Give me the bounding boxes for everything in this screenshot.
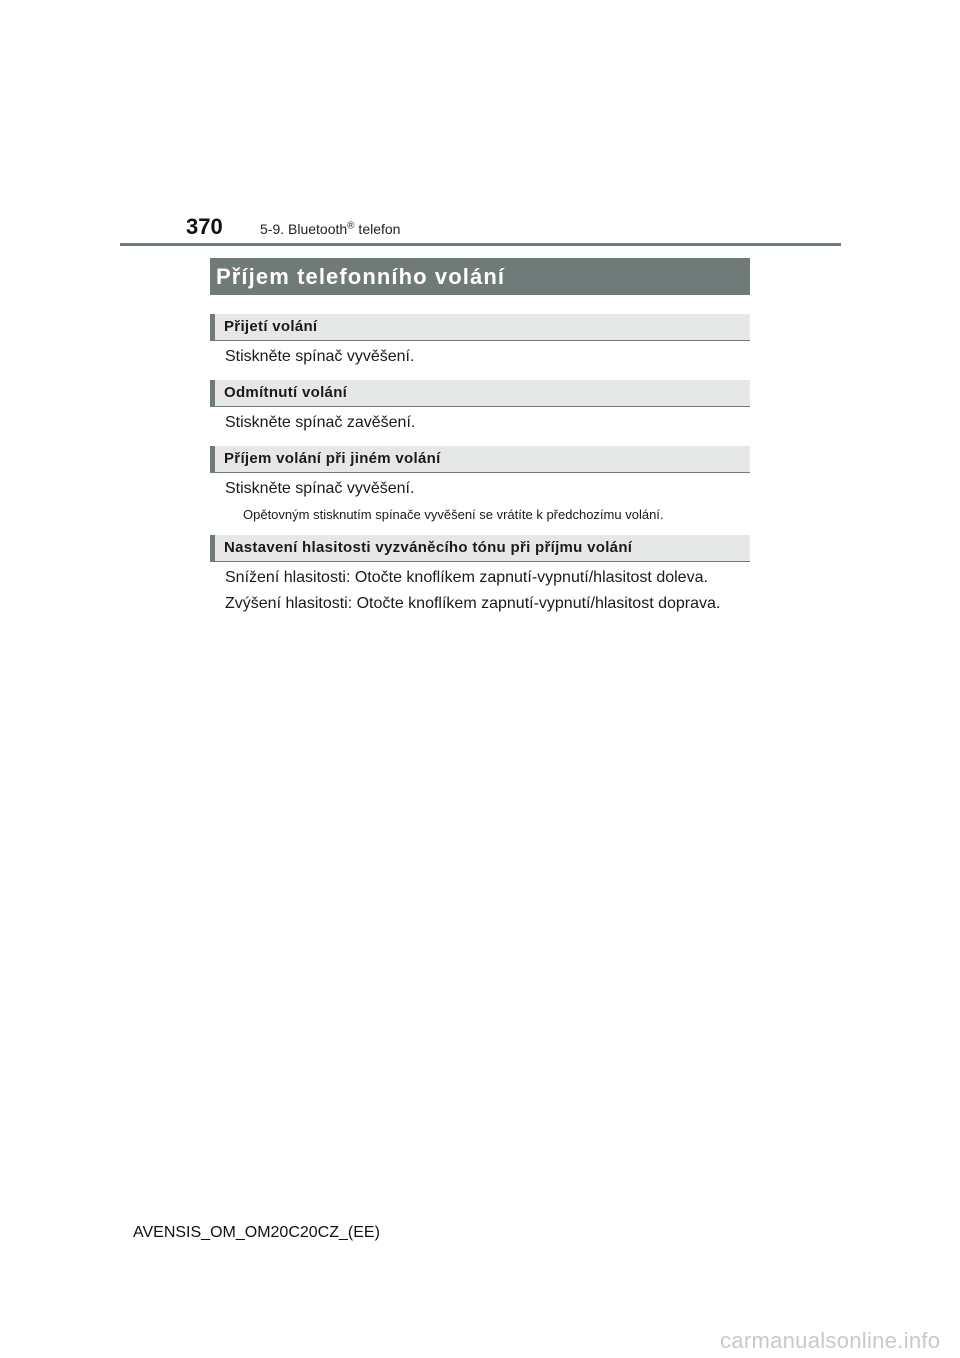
subhead-ringtone-volume: Nastavení hlasitosti vyzváněcího tónu při příjmu volání — [210, 535, 750, 562]
subhead-accept-call: Přijetí volání — [210, 314, 750, 341]
page-number: 370 — [186, 214, 223, 239]
section-label: 5-9. Bluetooth — [260, 221, 348, 237]
section-title: Příjem telefonního volání — [210, 258, 750, 295]
body-volume-down: Snížení hlasitosti: Otočte knoflíkem zapnutí-vypnutí/hlasitost doleva. — [225, 569, 708, 586]
body-reject-call: Stiskněte spínač zavěšení. — [225, 414, 416, 431]
body-call-waiting: Stiskněte spínač vyvěšení. — [225, 480, 415, 497]
body-accept-call: Stiskněte spínač vyvěšení. — [225, 348, 415, 365]
subhead-reject-call: Odmítnutí volání — [210, 380, 750, 407]
header-rule — [120, 243, 841, 246]
running-header — [260, 220, 400, 238]
registered-mark: ® — [347, 220, 355, 232]
note-call-waiting: Opětovným stisknutím spínače vyvěšení se vrátíte k předchozímu volání. — [243, 507, 664, 522]
section-suffix: telefon — [354, 221, 401, 237]
footer-document-code: AVENSIS_OM_OM20C20CZ_(EE) — [133, 1224, 380, 1241]
body-volume-up: Zvýšení hlasitosti: Otočte knoflíkem zapnutí-vypnutí/hlasitost doprava. — [225, 595, 721, 612]
subhead-call-waiting: Příjem volání při jiném volání — [210, 446, 750, 473]
watermark: carmanualsonline.info — [720, 1328, 941, 1353]
